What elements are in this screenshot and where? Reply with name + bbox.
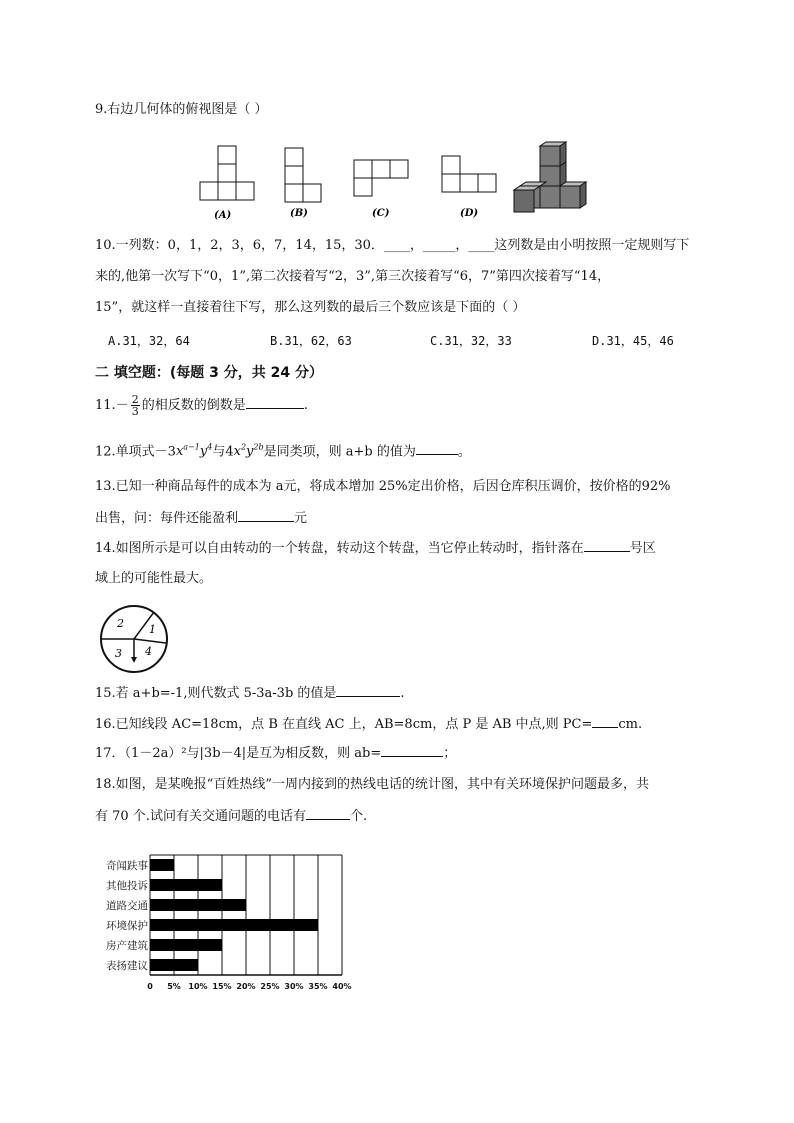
tick-label: 20%	[236, 982, 256, 991]
hotline-bar-chart	[95, 850, 370, 1005]
q10-line3: 15”，就这样一直接着往下写，那么这列数的最后三个数应该是下面的（ ）	[95, 300, 526, 315]
q11-answer-blank[interactable]	[246, 396, 304, 409]
q10-option-c: C.31，32，33	[430, 334, 512, 348]
spinner-pointer-arrow	[131, 657, 137, 663]
q12-term2: $x^2y^{2b}$	[233, 443, 264, 460]
q12-mid: 与4	[212, 444, 234, 460]
sector-4-label: 4	[145, 645, 152, 658]
q11-frac-den: 3	[131, 405, 139, 418]
option-c-figure	[354, 160, 408, 196]
q9-figures	[190, 140, 590, 225]
q10-option-b: B.31，62，63	[270, 334, 352, 348]
solid-3d-figure	[514, 142, 586, 212]
option-b-figure	[285, 148, 321, 202]
bar	[150, 959, 198, 971]
q13-line2-end: 元	[294, 511, 308, 526]
q11-end: .	[303, 398, 308, 413]
option-a-label: (A)	[214, 210, 232, 221]
q14-line2: 域上的可能性最大。	[95, 571, 213, 586]
tick-label: 40%	[332, 982, 352, 991]
q16-text: 16.已知线段 AC=18cm，点 B 在直线 AC 上，AB=8cm，点 P 是 AB 中点,则 PC=	[95, 717, 593, 732]
tick-label: 25%	[260, 982, 280, 991]
q18-answer-blank[interactable]	[306, 807, 350, 820]
q15-end: .	[400, 686, 405, 701]
q12-end: 。	[457, 444, 471, 460]
q14-line1-end: 号区	[629, 541, 656, 556]
spinner-divider-right	[134, 639, 166, 643]
tick-label: 5%	[167, 982, 181, 991]
q14-line1-text: 14.如图所示是可以自由转动的一个转盘，转动这个转盘，当它停止转动时，指针落在	[95, 541, 584, 556]
tick-label: 10%	[188, 982, 208, 991]
q12-term1: $x^{a-1}y^4$	[175, 443, 213, 460]
sector-3-label: 3	[115, 647, 122, 660]
category-label: 房产建筑	[106, 940, 148, 952]
tick-label: 0	[147, 982, 153, 991]
category-label: 其他投诉	[106, 880, 148, 892]
q10-option-d: D.31，45，46	[592, 334, 674, 348]
q13-line2	[95, 509, 307, 528]
q11-suffix: 的相反数的倒数是	[141, 398, 246, 413]
q15-text: 15.若 a+b=-1,则代数式 5-3a-3b 的值是	[95, 686, 337, 701]
q13-line1: 13.已知一种商品每件的成本为 a元，将成本增加 25%定出价格，后因仓库积压调价，按价格的92%	[95, 479, 671, 494]
q11-prefix: 11.－	[95, 398, 129, 413]
q13-answer-blank[interactable]	[238, 509, 294, 522]
q12-prefix: 12.单项式－3	[95, 444, 176, 460]
q15	[95, 684, 405, 703]
bar	[150, 919, 318, 931]
sector-1-label: 1	[149, 623, 156, 636]
q17-end: ；	[443, 746, 457, 761]
category-label: 道路交通	[106, 900, 148, 912]
q17	[95, 744, 456, 763]
q11-frac-num: 2	[131, 393, 139, 406]
q14-line1	[95, 539, 656, 558]
bar	[150, 879, 222, 891]
q15-answer-blank[interactable]	[336, 684, 400, 697]
option-c-label: (C)	[372, 208, 390, 219]
category-label: 表扬建议	[106, 960, 148, 972]
q11-fraction	[131, 394, 140, 417]
category-label: 奇闻趺事	[106, 860, 148, 872]
q16-end: cm.	[618, 717, 643, 732]
q18-line1: 18.如图，是某晚报“百姓热线”一周内接到的热线电话的统计图，其中有关环境保护问题最多，共	[95, 777, 649, 792]
option-b-label: (B)	[290, 208, 308, 219]
q14-answer-blank[interactable]	[584, 539, 630, 552]
q18-line2-end: 个.	[349, 809, 368, 824]
spinner-figure	[98, 603, 170, 675]
q10-option-a: A.31，32，64	[108, 334, 190, 348]
option-a-figure	[200, 146, 254, 200]
q17-answer-blank[interactable]	[381, 744, 443, 757]
option-d-label: (D)	[460, 208, 479, 219]
q10-line1: 10.一列数：0，1，2，3，6，7，14，15，30．____，_____，____这列数是由小明按照一定规则写下	[95, 238, 690, 253]
q16-answer-blank[interactable]	[592, 715, 618, 728]
q10-line2: 来的,他第一次写下“0，1”,第二次接着写“2，3”,第三次接着写“6，7”第四次接着写“14，	[95, 269, 611, 284]
q17-text: 17．（1－2a）²与|3b－4|是互为相反数，则 ab=	[95, 746, 382, 761]
tick-label: 30%	[284, 982, 304, 991]
sector-2-label: 2	[117, 617, 124, 630]
section-title: 二 填空题：(每题 3 分，共 24 分）	[95, 365, 323, 381]
option-d-figure	[442, 156, 496, 192]
q12	[95, 439, 471, 461]
q12-answer-blank[interactable]	[416, 442, 458, 455]
tick-label: 15%	[212, 982, 232, 991]
bar	[150, 859, 174, 871]
bar	[150, 899, 246, 911]
q12-suffix: 是同类项，则 a+b 的值为	[263, 444, 416, 460]
q13-line2-text: 出售，问：每件还能盈利	[95, 511, 239, 526]
q18-line2-text: 有 70 个.试问有关交通问题的电话有	[95, 809, 306, 824]
q18-line2	[95, 807, 367, 826]
q9-stem: 9.右边几何体的俯视图是（ ）	[95, 102, 268, 117]
bar	[150, 939, 222, 951]
tick-label: 35%	[308, 982, 328, 991]
q16	[95, 715, 642, 734]
q11	[95, 394, 308, 417]
category-label: 环境保护	[106, 920, 148, 932]
